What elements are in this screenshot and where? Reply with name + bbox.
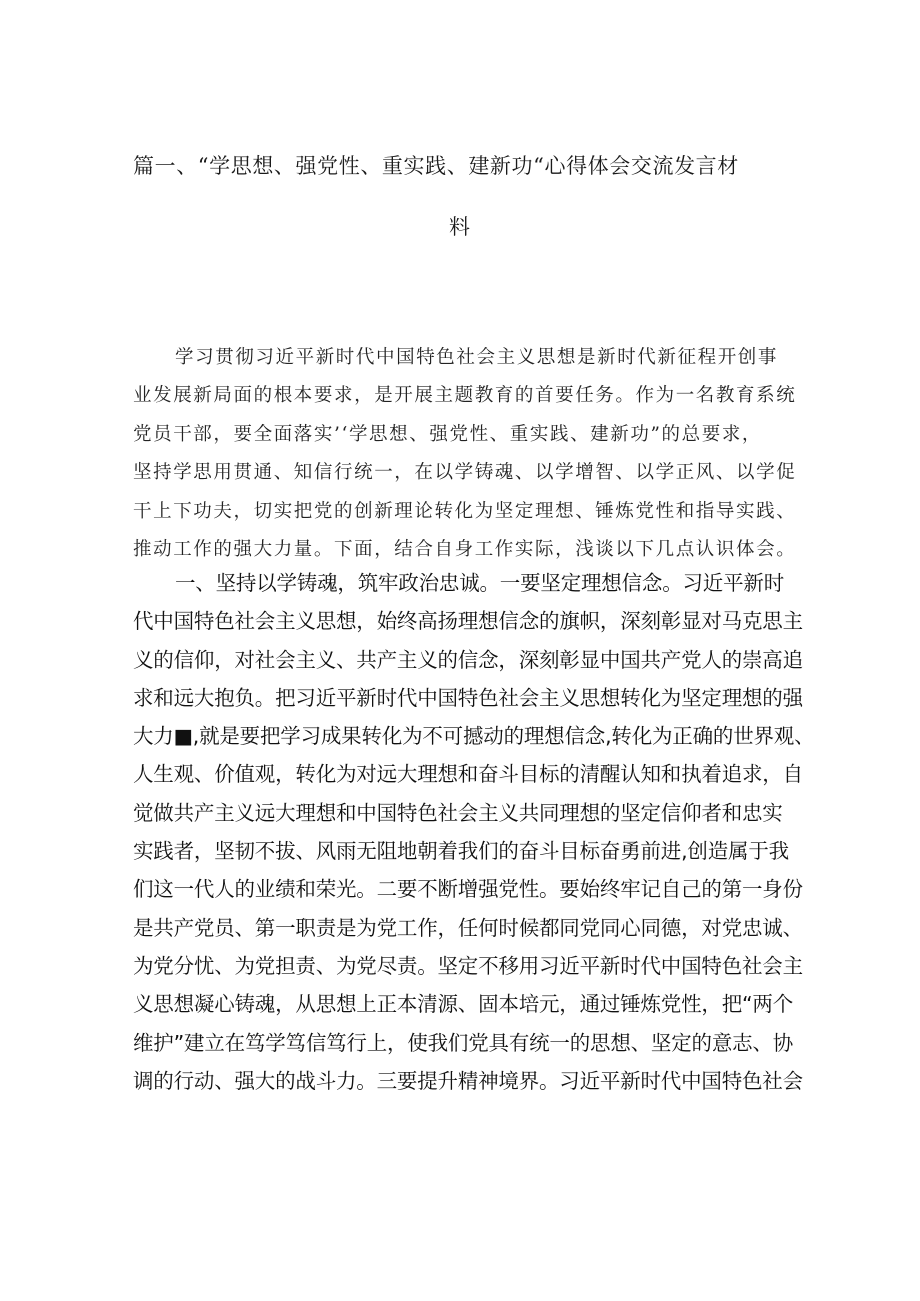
document-title-line-1: 篇一、“学思想、强党性、重实践、建新功“心得体会交流发言材 bbox=[133, 154, 739, 178]
paragraph-line: 调的行动、强大的战斗力。三要提升精神境界。习近平新时代中国特色社会 bbox=[133, 1068, 803, 1093]
document-title-line-2: 料 bbox=[449, 215, 471, 239]
paragraph-line: 是共产党员、第一职责是为党工作，任何时候都同党同心同德，对党忠诚、 bbox=[133, 915, 803, 940]
paragraph-line: 义思想凝心铸魂，从思想上正本清源、固本培元，通过锤炼党性，把“两个 bbox=[133, 992, 794, 1017]
paragraph-line: 党员干部，要全面落实’‘学思想、强党性、重实践、建新功”的总要求， bbox=[133, 423, 763, 445]
paragraph-line: 大力■,就是要把学习成果转化为不可撼动的理想信念,转化为正确的世界观、 bbox=[133, 724, 815, 749]
paragraph-line: 求和远大抱负。把习近平新时代中国特色社会主义思想转化为坚定理想的强 bbox=[133, 685, 803, 710]
paragraph-line: 义的信仰，对社会主义、共产主义的信念，深刻彰显中国共产党人的崇高追 bbox=[133, 647, 803, 672]
paragraph-line: 坚持学思用贯通、知信行统一，在以学铸魂、以学增智、以学正风、以学促 bbox=[133, 462, 797, 484]
paragraph-line: 推动工作的强大力量。下面，结合自身工作实际，浅谈以下几点认识体会。 bbox=[133, 538, 797, 560]
paragraph-line: 人生观、价值观，转化为对远大理想和奋斗目标的清醒认知和执着追求，自 bbox=[133, 762, 803, 787]
paragraph-intro bbox=[133, 339, 803, 569]
paragraph-line: 实践者，坚韧不拔、风雨无阻地朝着我们的奋斗目标奋勇前进,创造属于我 bbox=[133, 839, 789, 864]
paragraph-line: 们这一代人的业绩和荣光。二要不断增强党性。要始终牢记自己的第一身份 bbox=[133, 877, 803, 902]
paragraph-section-one bbox=[133, 564, 815, 1100]
paragraph-line: 为党分忧、为党担责、为党尽责。坚定不移用习近平新时代中国特色社会主 bbox=[133, 953, 803, 978]
paragraph-line: 维护”建立在笃学笃信笃行上，使我们党具有统一的思想、坚定的意志、协 bbox=[133, 1030, 794, 1055]
paragraph-line: 学习贯彻习近平新时代中国特色社会主义思想是新时代新征程开创事 bbox=[175, 347, 779, 368]
paragraph-line: 代中国特色社会主义思想，始终高扬理想信念的旗帜，深刻彰显对马克思主 bbox=[133, 609, 803, 634]
paragraph-line: 一、坚持以学铸魂，筑牢政治忠诚。一要坚定理想信念。习近平新时 bbox=[175, 571, 784, 595]
paragraph-line: 觉做共产主义远大理想和中国特色社会主义共同理想的坚定信仰者和忠实 bbox=[133, 800, 783, 825]
paragraph-line: 业发展新局面的根本要求，是开展主题教育的首要任务。作为一名教育系统 bbox=[133, 385, 797, 407]
paragraph-line: 干上下功夫，切实把党的创新理论转化为坚定理想、锤炼党性和指导实践、 bbox=[133, 500, 797, 522]
